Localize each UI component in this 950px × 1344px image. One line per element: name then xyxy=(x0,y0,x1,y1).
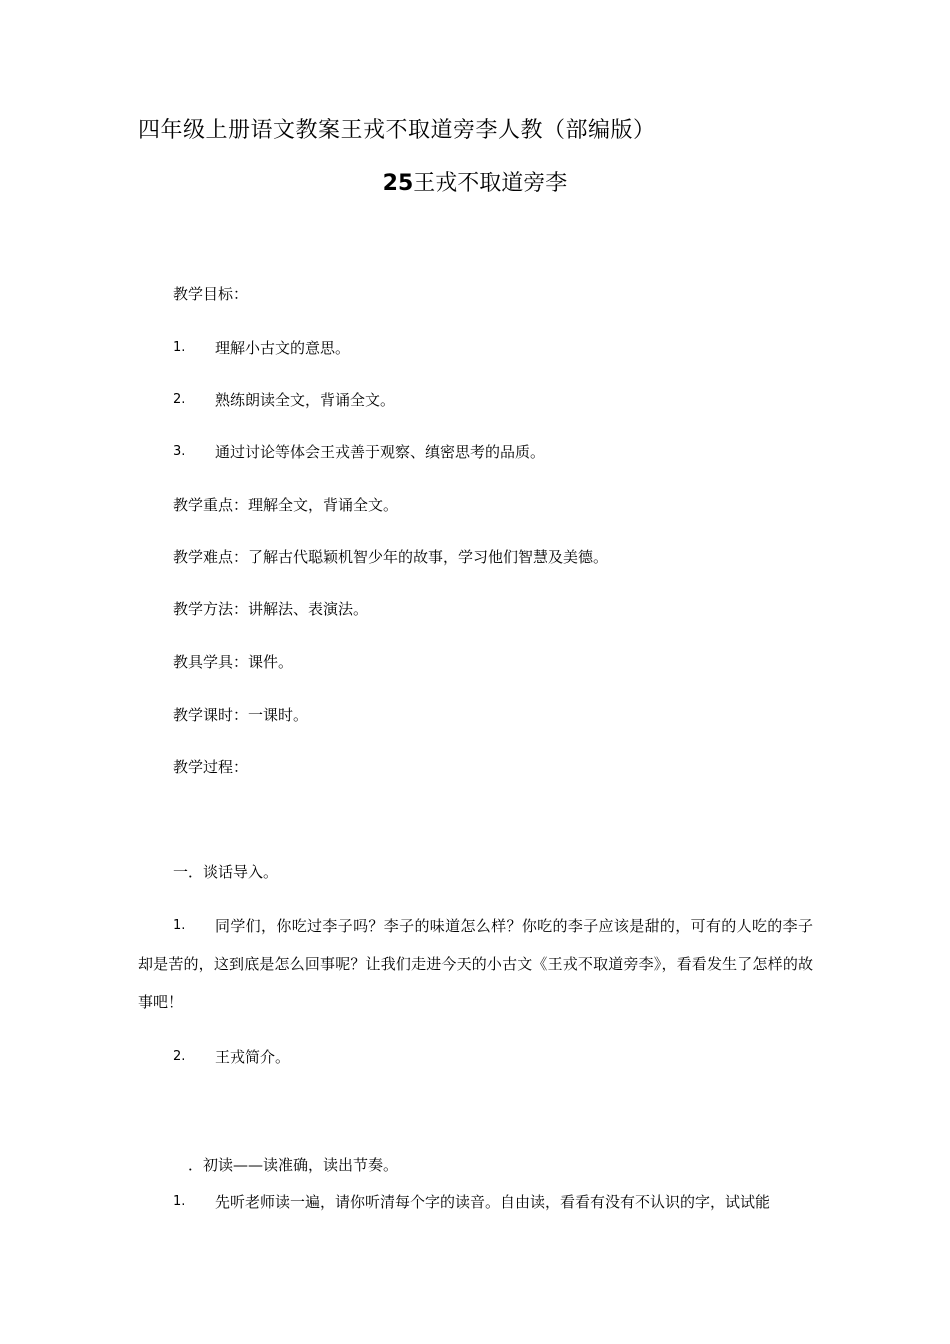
section-1-heading: 一．谈话导入。 xyxy=(173,863,279,881)
section-1-item-1-text: 同学们，你吃过李子吗？李子的味道怎么样？你吃的李子应该是甜的，可有的人吃的李子却是苦的，这到底是怎么回事呢？让我们走进今天的小古文《王戎不取道旁李》，看看发生了怎样的故事吧！ xyxy=(138,917,813,1011)
section-1-item-1-number: 1. xyxy=(173,918,186,933)
section-1-item-2-text: 王戎简介。 xyxy=(215,1048,291,1066)
process-heading: 教学过程： xyxy=(173,758,249,776)
class-hours: 教学课时：一课时。 xyxy=(173,706,309,724)
objective-number-2: 2. xyxy=(173,392,186,407)
objective-number-1: 1. xyxy=(173,340,186,355)
difficulty: 教学难点：了解古代聪颖机智少年的故事，学习他们智慧及美德。 xyxy=(173,548,609,566)
section-1-item-1 xyxy=(138,907,813,1021)
objective-text-2: 熟练朗读全文，背诵全文。 xyxy=(215,391,396,409)
lesson-number: 25 xyxy=(382,171,414,196)
objective-number-3: 3. xyxy=(173,444,186,459)
document-title: 四年级上册语文教案王戎不取道旁李人教（部编版） xyxy=(138,118,656,143)
objective-text-3: 通过讨论等体会王戎善于观察、缜密思考的品质。 xyxy=(215,443,546,461)
objectives-heading: 教学目标： xyxy=(173,285,249,303)
teaching-tools: 教具学具：课件。 xyxy=(173,653,294,671)
lesson-title-text: 王戎不取道旁李 xyxy=(413,171,568,196)
key-point: 教学重点：理解全文，背诵全文。 xyxy=(173,496,399,514)
section-2-item-1-text: 先听老师读一遍，请你听清每个字的读音。自由读，看看有没有不认识的字，试试能 xyxy=(215,1193,771,1211)
objective-text-1: 理解小古文的意思。 xyxy=(215,339,351,357)
section-2-item-1-number: 1. xyxy=(173,1194,186,1209)
section-2-heading: ．初读——读准确，读出节奏。 xyxy=(188,1156,399,1174)
section-2-item-1 xyxy=(138,1191,813,1213)
section-1-item-2-number: 2. xyxy=(173,1049,186,1064)
lesson-title xyxy=(0,166,950,197)
teaching-method: 教学方法：讲解法、表演法。 xyxy=(173,600,369,618)
